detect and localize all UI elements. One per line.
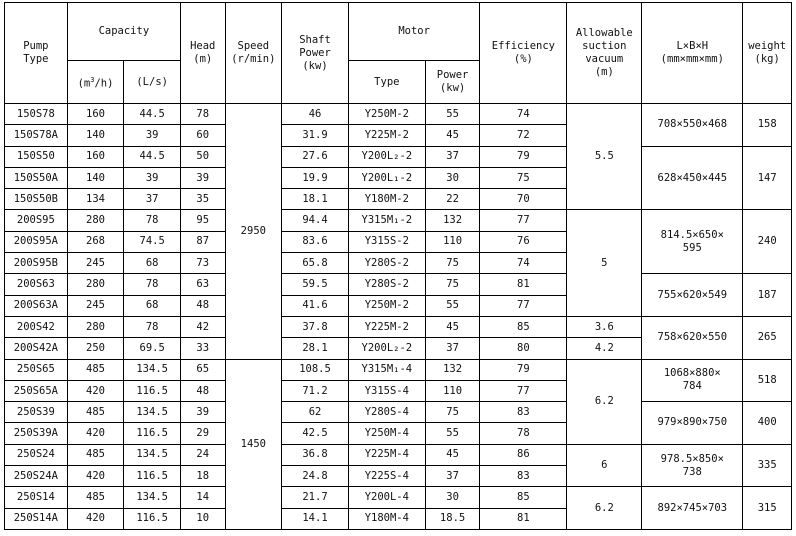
cell-shaft-power: 19.9: [282, 167, 349, 188]
cell-capacity-m3h: 280: [67, 316, 124, 337]
cell-efficiency: 80: [480, 338, 567, 359]
cell-suction-vacuum: 6: [567, 444, 642, 487]
cell-pump-type: 250S65A: [5, 380, 68, 401]
cell-shaft-power: 59.5: [282, 274, 349, 295]
cell-efficiency: 86: [480, 444, 567, 465]
cell-motor-type: Y200L₂-2: [348, 338, 425, 359]
cell-capacity-ls: 134.5: [124, 444, 181, 465]
cell-head: 35: [181, 189, 226, 210]
cell-suction-vacuum: 5.5: [567, 104, 642, 210]
cell-shaft-power: 21.7: [282, 487, 349, 508]
cell-motor-power: 45: [425, 316, 480, 337]
cell-capacity-ls: 116.5: [124, 380, 181, 401]
cell-pump-type: 250S14A: [5, 508, 68, 529]
cell-shaft-power: 27.6: [282, 146, 349, 167]
cell-pump-type: 200S95B: [5, 253, 68, 274]
cell-motor-type: Y315M₁-2: [348, 210, 425, 231]
cell-pump-type: 250S65: [5, 359, 68, 380]
cell-pump-type: 150S50B: [5, 189, 68, 210]
header-head: Head (m): [181, 3, 226, 104]
cell-capacity-m3h: 420: [67, 380, 124, 401]
cell-efficiency: 78: [480, 423, 567, 444]
header-capacity-m3h: $(m^3/h)$: [67, 61, 124, 104]
cell-capacity-ls: 134.5: [124, 359, 181, 380]
cell-dimensions: 708×550×468: [642, 104, 743, 147]
table-header: [5, 3, 792, 104]
cell-head: 42: [181, 316, 226, 337]
cell-efficiency: 79: [480, 146, 567, 167]
cell-efficiency: 85: [480, 487, 567, 508]
cell-capacity-m3h: 245: [67, 253, 124, 274]
cell-suction-vacuum: 6.2: [567, 487, 642, 530]
cell-motor-type: Y200L-4: [348, 487, 425, 508]
cell-capacity-m3h: 280: [67, 210, 124, 231]
cell-motor-power: 55: [425, 295, 480, 316]
cell-shaft-power: 71.2: [282, 380, 349, 401]
cell-pump-type: 250S24: [5, 444, 68, 465]
cell-pump-type: 200S95A: [5, 231, 68, 252]
header-motor-type: Type: [348, 61, 425, 104]
cell-suction-vacuum: 4.2: [567, 338, 642, 359]
cell-motor-type: Y315S-4: [348, 380, 425, 401]
table-row: [5, 146, 792, 167]
cell-shaft-power: 14.1: [282, 508, 349, 529]
cell-motor-type: Y280S-4: [348, 402, 425, 423]
cell-capacity-ls: 134.5: [124, 402, 181, 423]
cell-capacity-m3h: 485: [67, 487, 124, 508]
cell-capacity-m3h: 245: [67, 295, 124, 316]
cell-weight: 187: [743, 274, 792, 317]
cell-motor-type: Y180M-4: [348, 508, 425, 529]
cell-efficiency: 77: [480, 210, 567, 231]
cell-efficiency: 74: [480, 253, 567, 274]
cell-shaft-power: 62: [282, 402, 349, 423]
cell-motor-power: 30: [425, 167, 480, 188]
cell-capacity-m3h: 280: [67, 274, 124, 295]
cell-pump-type: 200S63: [5, 274, 68, 295]
cell-head: 48: [181, 380, 226, 401]
cell-motor-type: Y315S-2: [348, 231, 425, 252]
cell-efficiency: 85: [480, 316, 567, 337]
cell-capacity-ls: 116.5: [124, 508, 181, 529]
cell-efficiency: 79: [480, 359, 567, 380]
cell-motor-power: 75: [425, 402, 480, 423]
cell-dimensions: 628×450×445: [642, 146, 743, 210]
header-motor: Motor: [348, 3, 480, 61]
cell-head: 95: [181, 210, 226, 231]
cell-capacity-ls: 74.5: [124, 231, 181, 252]
cell-capacity-ls: 134.5: [124, 487, 181, 508]
cell-head: 48: [181, 295, 226, 316]
cell-efficiency: 83: [480, 466, 567, 487]
cell-pump-type: 200S42A: [5, 338, 68, 359]
cell-pump-type: 150S50A: [5, 167, 68, 188]
cell-capacity-m3h: 134: [67, 189, 124, 210]
cell-shaft-power: 18.1: [282, 189, 349, 210]
cell-capacity-m3h: 268: [67, 231, 124, 252]
cell-head: 33: [181, 338, 226, 359]
cell-speed: 2950: [225, 104, 282, 360]
cell-weight: 158: [743, 104, 792, 147]
cell-head: 50: [181, 146, 226, 167]
cell-motor-type: Y225M-4: [348, 444, 425, 465]
cell-head: 78: [181, 104, 226, 125]
cell-capacity-m3h: 420: [67, 466, 124, 487]
cell-efficiency: 74: [480, 104, 567, 125]
cell-motor-type: Y225M-2: [348, 316, 425, 337]
cell-shaft-power: 65.8: [282, 253, 349, 274]
cell-pump-type: 250S39A: [5, 423, 68, 444]
cell-efficiency: 77: [480, 380, 567, 401]
cell-shaft-power: 46: [282, 104, 349, 125]
cell-weight: 315: [743, 487, 792, 530]
cell-dimensions: 814.5×650× 595: [642, 210, 743, 274]
table-row: [5, 274, 792, 295]
cell-efficiency: 81: [480, 274, 567, 295]
cell-capacity-ls: 78: [124, 316, 181, 337]
cell-motor-type: Y225S-4: [348, 466, 425, 487]
cell-capacity-ls: 68: [124, 295, 181, 316]
cell-motor-power: 55: [425, 104, 480, 125]
cell-motor-power: 18.5: [425, 508, 480, 529]
cell-shaft-power: 37.8: [282, 316, 349, 337]
table-row: [5, 444, 792, 465]
cell-head: 63: [181, 274, 226, 295]
cell-capacity-ls: 78: [124, 210, 181, 231]
header-capacity-ls: (L/s): [124, 61, 181, 104]
cell-pump-type: 200S63A: [5, 295, 68, 316]
cell-efficiency: 70: [480, 189, 567, 210]
header-speed: Speed (r/min): [225, 3, 282, 104]
header-pump-type: Pump Type: [5, 3, 68, 104]
cell-pump-type: 200S95: [5, 210, 68, 231]
cell-motor-power: 37: [425, 146, 480, 167]
cell-suction-vacuum: 5: [567, 210, 642, 316]
cell-capacity-ls: 37: [124, 189, 181, 210]
cell-motor-power: 132: [425, 210, 480, 231]
cell-dimensions: 978.5×850× 738: [642, 444, 743, 487]
cell-head: 73: [181, 253, 226, 274]
header-efficiency: Efficiency (%): [480, 3, 567, 104]
cell-pump-type: 150S78A: [5, 125, 68, 146]
cell-head: 39: [181, 167, 226, 188]
cell-dimensions: 1068×880× 784: [642, 359, 743, 402]
cell-capacity-m3h: 160: [67, 104, 124, 125]
cell-suction-vacuum: 3.6: [567, 316, 642, 337]
cell-capacity-ls: 44.5: [124, 104, 181, 125]
cell-motor-type: Y280S-2: [348, 253, 425, 274]
cell-dimensions: 755×620×549: [642, 274, 743, 317]
cell-motor-type: Y315M₁-4: [348, 359, 425, 380]
cell-head: 18: [181, 466, 226, 487]
cell-shaft-power: 36.8: [282, 444, 349, 465]
cell-pump-type: 150S50: [5, 146, 68, 167]
cell-head: 60: [181, 125, 226, 146]
cell-capacity-m3h: 485: [67, 402, 124, 423]
cell-capacity-m3h: 420: [67, 508, 124, 529]
cell-head: 10: [181, 508, 226, 529]
cell-weight: 518: [743, 359, 792, 402]
cell-capacity-m3h: 485: [67, 444, 124, 465]
cell-suction-vacuum: 6.2: [567, 359, 642, 444]
cell-motor-type: Y280S-2: [348, 274, 425, 295]
cell-shaft-power: 42.5: [282, 423, 349, 444]
cell-efficiency: 81: [480, 508, 567, 529]
cell-motor-type: Y200L₂-2: [348, 146, 425, 167]
cell-motor-power: 37: [425, 466, 480, 487]
cell-efficiency: 72: [480, 125, 567, 146]
cell-motor-power: 110: [425, 380, 480, 401]
table-row: [5, 402, 792, 423]
cell-weight: 400: [743, 402, 792, 445]
cell-head: 65: [181, 359, 226, 380]
cell-capacity-m3h: 140: [67, 125, 124, 146]
cell-capacity-ls: 68: [124, 253, 181, 274]
cell-head: 39: [181, 402, 226, 423]
cell-capacity-ls: 69.5: [124, 338, 181, 359]
pump-spec-table: [4, 2, 792, 530]
cell-capacity-m3h: 250: [67, 338, 124, 359]
cell-pump-type: 200S42: [5, 316, 68, 337]
cell-motor-power: 30: [425, 487, 480, 508]
cell-efficiency: 75: [480, 167, 567, 188]
cell-efficiency: 76: [480, 231, 567, 252]
cell-pump-type: 250S24A: [5, 466, 68, 487]
cell-pump-type: 250S39: [5, 402, 68, 423]
cell-motor-power: 75: [425, 274, 480, 295]
cell-efficiency: 83: [480, 402, 567, 423]
cell-motor-power: 45: [425, 125, 480, 146]
table-row: [5, 210, 792, 231]
cell-capacity-ls: 39: [124, 125, 181, 146]
cell-capacity-ls: 39: [124, 167, 181, 188]
cell-motor-type: Y200L₁-2: [348, 167, 425, 188]
cell-capacity-ls: 116.5: [124, 423, 181, 444]
cell-motor-type: Y225M-2: [348, 125, 425, 146]
cell-weight: 147: [743, 146, 792, 210]
cell-dimensions: 892×745×703: [642, 487, 743, 530]
cell-capacity-m3h: 140: [67, 167, 124, 188]
cell-capacity-m3h: 420: [67, 423, 124, 444]
cell-weight: 265: [743, 316, 792, 359]
cell-motor-power: 22: [425, 189, 480, 210]
table-body: [5, 104, 792, 530]
header-suction-vacuum: Allowable suction vacuum (m): [567, 3, 642, 104]
cell-shaft-power: 41.6: [282, 295, 349, 316]
cell-efficiency: 77: [480, 295, 567, 316]
cell-pump-type: 250S14: [5, 487, 68, 508]
cell-pump-type: 150S78: [5, 104, 68, 125]
cell-shaft-power: 24.8: [282, 466, 349, 487]
cell-capacity-m3h: 485: [67, 359, 124, 380]
cell-capacity-ls: 116.5: [124, 466, 181, 487]
cell-shaft-power: 83.6: [282, 231, 349, 252]
table-row: [5, 359, 792, 380]
cell-speed: 1450: [225, 359, 282, 529]
table-row: [5, 316, 792, 337]
cell-capacity-ls: 44.5: [124, 146, 181, 167]
cell-shaft-power: 108.5: [282, 359, 349, 380]
cell-head: 24: [181, 444, 226, 465]
cell-shaft-power: 28.1: [282, 338, 349, 359]
cell-motor-power: 37: [425, 338, 480, 359]
cell-capacity-m3h: 160: [67, 146, 124, 167]
cell-motor-power: 55: [425, 423, 480, 444]
cell-motor-type: Y250M-2: [348, 104, 425, 125]
cell-weight: 335: [743, 444, 792, 487]
cell-motor-power: 132: [425, 359, 480, 380]
header-dimensions: L×B×H (mm×mm×mm): [642, 3, 743, 104]
cell-head: 87: [181, 231, 226, 252]
cell-motor-type: Y250M-4: [348, 423, 425, 444]
table-row: [5, 487, 792, 508]
cell-head: 14: [181, 487, 226, 508]
cell-motor-type: Y180M-2: [348, 189, 425, 210]
table-row: [5, 104, 792, 125]
cell-motor-power: 110: [425, 231, 480, 252]
cell-dimensions: 979×890×750: [642, 402, 743, 445]
header-shaft-power: Shaft Power (kw): [282, 3, 349, 104]
cell-motor-power: 45: [425, 444, 480, 465]
cell-dimensions: 758×620×550: [642, 316, 743, 359]
header-capacity: Capacity: [67, 3, 180, 61]
header-motor-power: Power (kw): [425, 61, 480, 104]
cell-shaft-power: 94.4: [282, 210, 349, 231]
cell-shaft-power: 31.9: [282, 125, 349, 146]
cell-motor-type: Y250M-2: [348, 295, 425, 316]
cell-capacity-ls: 78: [124, 274, 181, 295]
cell-weight: 240: [743, 210, 792, 274]
cell-motor-power: 75: [425, 253, 480, 274]
cell-head: 29: [181, 423, 226, 444]
header-weight: weight (kg): [743, 3, 792, 104]
